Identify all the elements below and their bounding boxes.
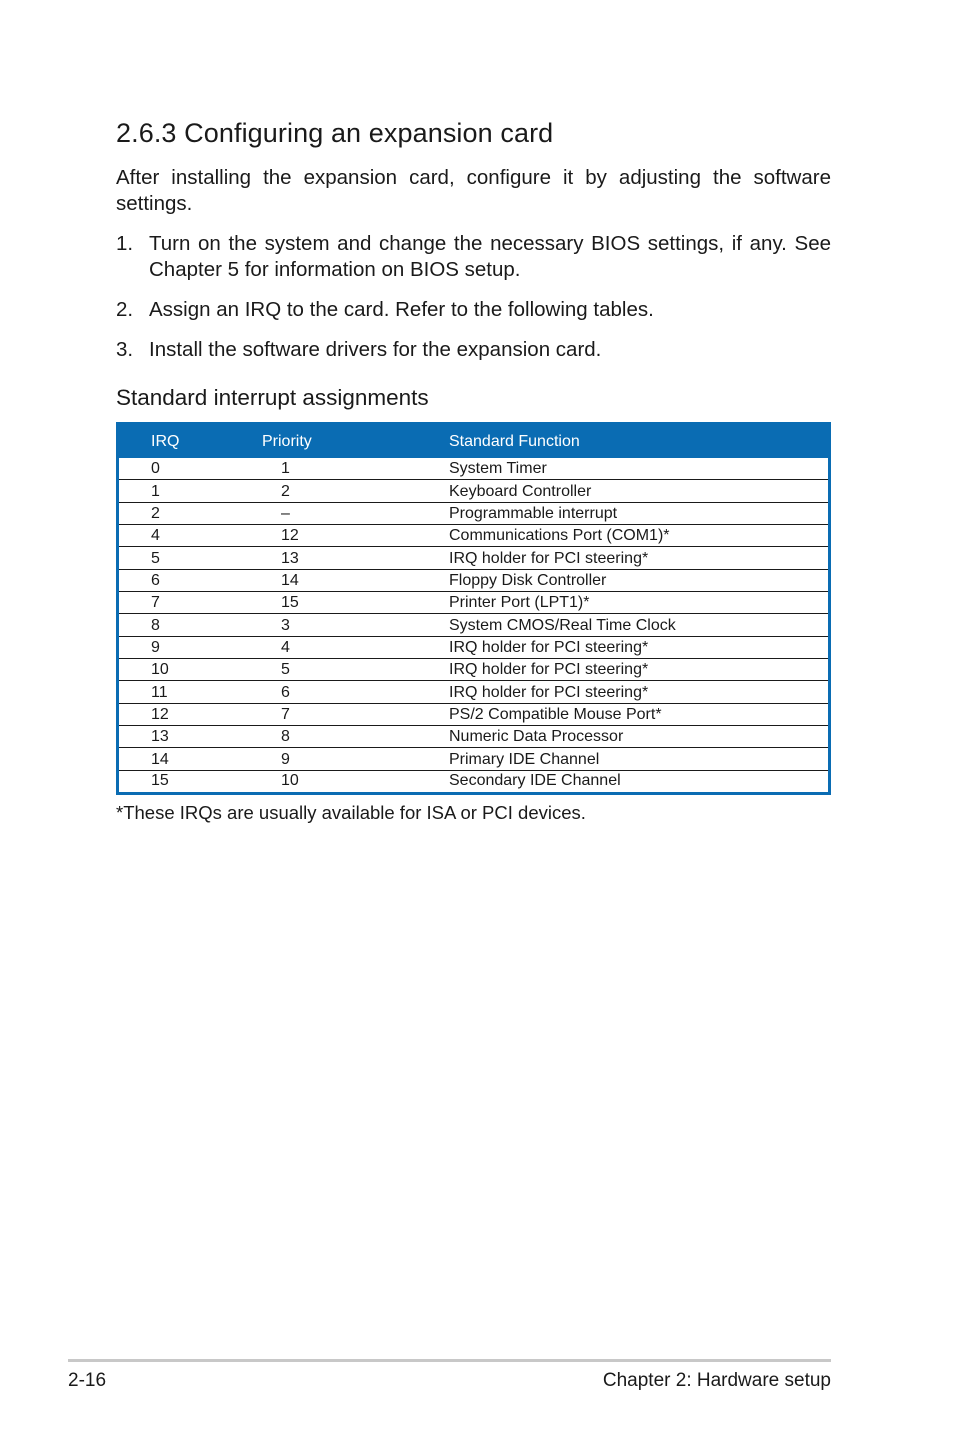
intro-paragraph: After installing the expansion card, configure it by adjusting the software settings.: [116, 166, 831, 215]
header-function: Standard Function: [449, 425, 828, 458]
table-row: [119, 503, 828, 525]
cell-priority: 1: [261, 458, 449, 480]
cell-function: Programmable interrupt: [449, 503, 828, 525]
table-row: [119, 771, 828, 792]
header-irq: IRQ: [119, 425, 261, 458]
cell-function: IRQ holder for PCI steering*: [449, 547, 828, 569]
cell-priority: 5: [261, 659, 449, 681]
step-text: Install the software drivers for the expansion card.: [149, 338, 602, 361]
cell-irq: 15: [151, 772, 169, 790]
step-text: Turn on the system and change the necessary BIOS settings, if any. See Chapter 5 for information on BIOS setup.: [149, 232, 831, 281]
table-row: [119, 681, 828, 703]
cell-irq: 6: [119, 570, 261, 592]
step-text: Assign an IRQ to the card. Refer to the following tables.: [149, 298, 654, 321]
step-number: 1.: [116, 232, 134, 255]
cell-function: IRQ holder for PCI steering*: [449, 681, 828, 703]
table-heading: Standard interrupt assignments: [116, 385, 429, 410]
table-header-row: [119, 425, 828, 458]
cell-irq: 2: [119, 503, 261, 525]
cell-function: Keyboard Controller: [449, 480, 828, 502]
cell-priority: 9: [261, 748, 449, 770]
cell-function: Numeric Data Processor: [449, 726, 828, 748]
cell-irq: 1: [119, 480, 261, 502]
cell-irq: 13: [119, 726, 261, 748]
cell-function: PS/2 Compatible Mouse Port*: [449, 704, 828, 726]
cell-priority: 13: [261, 547, 449, 569]
footer-divider: [68, 1359, 831, 1362]
table-row: [119, 592, 828, 614]
cell-function: Communications Port (COM1)*: [449, 525, 828, 547]
table-footnote: *These IRQs are usually available for ISA or PCI devices.: [116, 802, 586, 823]
cell-function: Floppy Disk Controller: [449, 570, 828, 592]
table-row: [119, 726, 828, 748]
cell-priority: –: [261, 503, 449, 525]
cell-function: Secondary IDE Channel: [449, 772, 621, 790]
table-row: [119, 480, 828, 502]
table-row: [119, 704, 828, 726]
cell-irq: 10: [119, 659, 261, 681]
cell-irq: 5: [119, 547, 261, 569]
chapter-label: Chapter 2: Hardware setup: [602, 1370, 831, 1391]
table-row: [119, 570, 828, 592]
cell-priority: 14: [261, 570, 449, 592]
cell-priority: 10: [281, 772, 299, 790]
cell-function: System Timer: [449, 458, 828, 480]
table-row: [119, 547, 828, 569]
cell-priority: 3: [261, 614, 449, 636]
table-row: [119, 748, 828, 770]
steps-list: [116, 231, 831, 377]
cell-priority: 7: [261, 704, 449, 726]
irq-table: [116, 422, 831, 795]
cell-irq: 8: [119, 614, 261, 636]
cell-irq: 12: [119, 704, 261, 726]
table-row: [119, 637, 828, 659]
cell-priority: 6: [261, 681, 449, 703]
cell-priority: 15: [261, 592, 449, 614]
cell-function: IRQ holder for PCI steering*: [449, 659, 828, 681]
cell-irq: 4: [119, 525, 261, 547]
table-row: [119, 659, 828, 681]
cell-priority: 12: [261, 525, 449, 547]
step-item: [116, 231, 831, 283]
table-row: [119, 614, 828, 636]
table-row: [119, 458, 828, 480]
cell-priority: 2: [261, 480, 449, 502]
cell-function: Primary IDE Channel: [449, 748, 828, 770]
cell-irq: 7: [119, 592, 261, 614]
table-body: [119, 458, 828, 792]
cell-function: System CMOS/Real Time Clock: [449, 614, 828, 636]
section-title: 2.6.3 Configuring an expansion card: [116, 118, 554, 148]
cell-priority: 8: [261, 726, 449, 748]
cell-function: Printer Port (LPT1)*: [449, 592, 828, 614]
step-item: [116, 337, 831, 363]
cell-function: IRQ holder for PCI steering*: [449, 637, 828, 659]
step-number: 2.: [116, 298, 134, 321]
step-number: 3.: [116, 338, 134, 361]
cell-irq: 14: [119, 748, 261, 770]
cell-irq: 9: [119, 637, 261, 659]
cell-irq: 11: [119, 681, 261, 703]
page-number: 2-16: [68, 1370, 107, 1391]
table-row: [119, 525, 828, 547]
cell-priority: 4: [261, 637, 449, 659]
header-priority: Priority: [261, 425, 449, 458]
cell-irq: 0: [119, 458, 261, 480]
step-item: [116, 297, 831, 323]
